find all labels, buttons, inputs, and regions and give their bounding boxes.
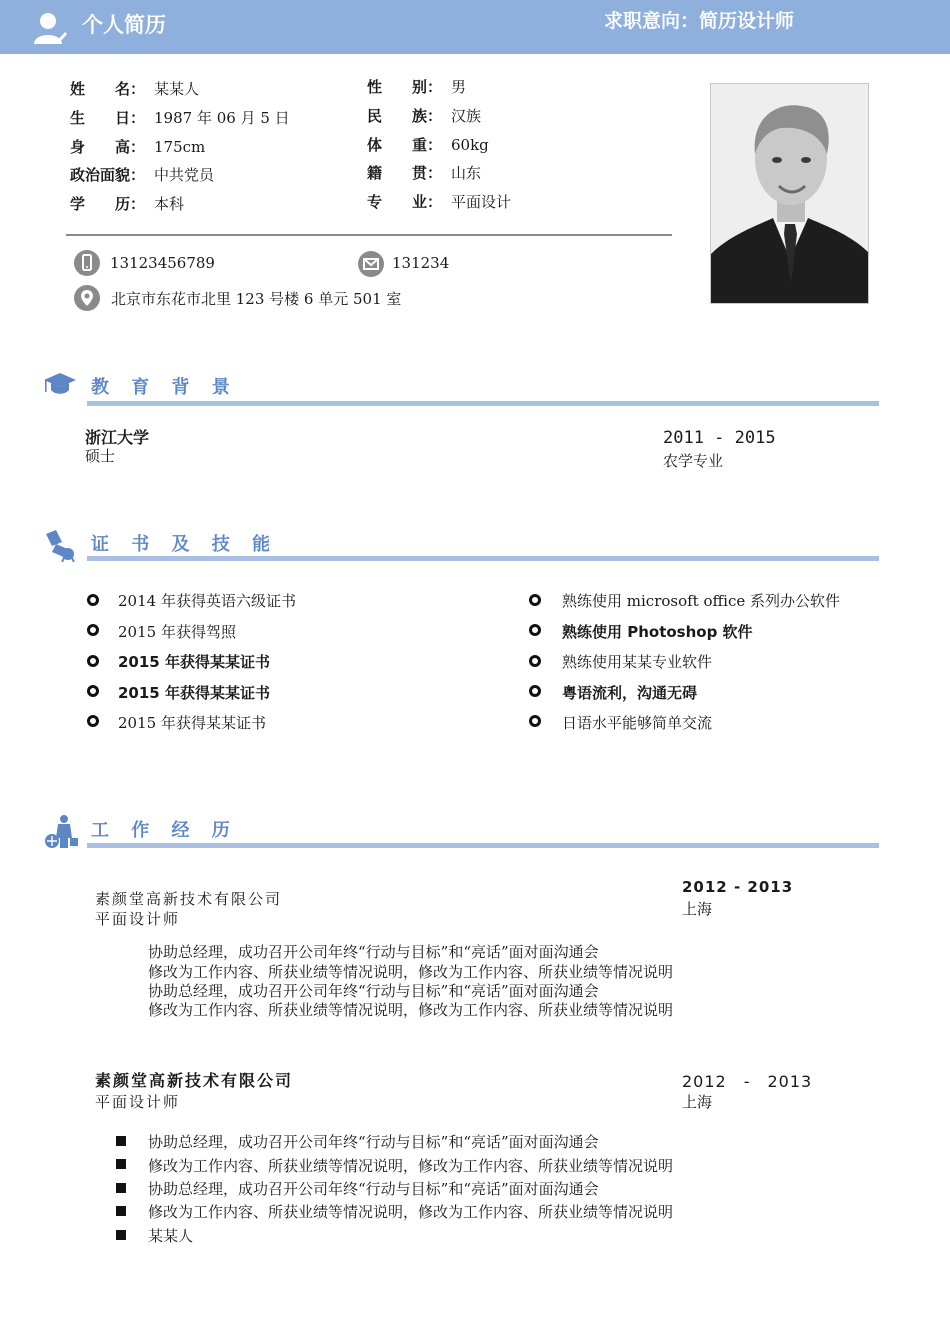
- job-location: 上海: [682, 1093, 713, 1111]
- info-origin: [367, 164, 481, 182]
- job-duty: 协助总经理，成功召开公司年终“行动与目标”和“亮话”面对面沟通会: [148, 982, 599, 1000]
- ethnicity-value: 汉族: [451, 107, 482, 125]
- job-period: 2012 - 2013: [682, 1072, 813, 1091]
- job-duty: 某某人: [148, 1227, 194, 1245]
- skill-item: 日语水平能够简单交流: [562, 714, 713, 732]
- job-position: 平面设计师: [95, 1093, 181, 1111]
- info-birth: [70, 109, 290, 127]
- profile-photo: [710, 83, 869, 304]
- major-label: 专 业：: [367, 193, 443, 211]
- bullet-dot: [87, 715, 99, 727]
- skills-section-title: 证 书 及 技 能: [91, 534, 279, 555]
- bullet-dot: [529, 624, 541, 636]
- job-duty: 协助总经理，成功召开公司年终“行动与目标”和“亮话”面对面沟通会: [148, 943, 599, 961]
- info-education: [70, 195, 184, 213]
- square-bullet: [116, 1230, 126, 1240]
- birth-value: 1987 年 06 月 5 日: [154, 109, 290, 127]
- education-label: 学 历：: [70, 195, 146, 213]
- job-duty: 协助总经理，成功召开公司年终“行动与目标”和“亮话”面对面沟通会: [148, 1133, 599, 1151]
- skill-item: 熟练使用某某专业软件: [562, 653, 713, 671]
- skill-item: 熟练使用 Photoshop 软件: [562, 623, 753, 641]
- gender-label: 性 别：: [367, 78, 443, 96]
- worker-icon: [44, 814, 78, 850]
- name-label: 姓 名：: [70, 80, 146, 98]
- origin-value: 山东: [451, 164, 482, 182]
- skill-item: 2015 年获得驾照: [118, 623, 236, 641]
- phone-icon: [74, 250, 100, 276]
- politics-label: 政治面貌：: [70, 166, 146, 184]
- weight-value: 60kg: [451, 136, 489, 154]
- job-period: 2012 - 2013: [682, 878, 794, 896]
- job-duty: 修改为工作内容、所获业绩等情况说明，修改为工作内容、所获业绩等情况说明: [148, 1203, 674, 1221]
- job-position: 平面设计师: [95, 910, 181, 928]
- square-bullet: [116, 1206, 126, 1216]
- job-company: 素颜堂高新技术有限公司: [95, 1071, 294, 1090]
- bullet-dot: [529, 594, 541, 606]
- ethnicity-label: 民 族：: [367, 107, 443, 125]
- job-intent: 求职意向：简历设计师: [604, 10, 795, 32]
- job-duty: 修改为工作内容、所获业绩等情况说明，修改为工作内容、所获业绩等情况说明: [148, 1001, 674, 1019]
- bullet-dot: [529, 715, 541, 727]
- phone-number: 13123456789: [110, 254, 215, 272]
- skill-item: 熟练使用 microsoft office 系列办公软件: [562, 592, 840, 610]
- bullet-dot: [529, 655, 541, 667]
- work-section-bar: [87, 843, 879, 848]
- degree: 硕士: [85, 447, 116, 465]
- work-section-title: 工 作 经 历: [91, 820, 238, 841]
- info-politics: [70, 166, 214, 184]
- graduation-cap-icon: [43, 370, 77, 398]
- height-label: 身 高：: [70, 138, 146, 156]
- weight-label: 体 重：: [367, 136, 443, 154]
- job-duty: 协助总经理，成功召开公司年终“行动与目标”和“亮话”面对面沟通会: [148, 1180, 599, 1198]
- school-name: 浙江大学: [85, 428, 150, 447]
- skill-item: 2015 年获得某某证书: [118, 684, 270, 702]
- portrait-illustration: [711, 84, 869, 304]
- square-bullet: [116, 1159, 126, 1169]
- person-icon: [32, 10, 68, 46]
- job-company: 素颜堂高新技术有限公司: [95, 890, 283, 908]
- origin-label: 籍 贯：: [367, 164, 443, 182]
- height-value: 175cm: [154, 138, 206, 156]
- square-bullet: [116, 1183, 126, 1193]
- bullet-dot: [87, 655, 99, 667]
- home-address: 北京市东花市北里 123 号楼 6 单元 501 室: [111, 290, 402, 308]
- job-duty: 修改为工作内容、所获业绩等情况说明，修改为工作内容、所获业绩等情况说明: [148, 1157, 674, 1175]
- skill-item: 2015 年获得某某证书: [118, 714, 266, 732]
- education-value: 本科: [154, 195, 185, 213]
- education-section-bar: [87, 401, 879, 406]
- name-value: 某某人: [154, 80, 200, 98]
- resume-title: 个人简历: [82, 13, 166, 37]
- major-value: 平面设计: [451, 193, 512, 211]
- gender-value: 男: [451, 78, 467, 96]
- skills-section-bar: [87, 556, 879, 561]
- info-divider: [66, 234, 672, 236]
- birth-label: 生 日：: [70, 109, 146, 127]
- education-period: 2011 - 2015: [663, 428, 776, 448]
- header-banner: [0, 0, 950, 54]
- job-location: 上海: [682, 900, 713, 918]
- info-gender: [367, 78, 466, 96]
- skill-item: 2014 年获得英语六级证书: [118, 592, 296, 610]
- bullet-dot: [529, 685, 541, 697]
- education-major: 农学专业: [663, 452, 724, 470]
- skill-item: 2015 年获得某某证书: [118, 653, 270, 671]
- bullet-dot: [87, 594, 99, 606]
- email-address: 131234: [392, 254, 450, 272]
- location-pin-icon: [74, 285, 100, 311]
- job-duty: 修改为工作内容、所获业绩等情况说明，修改为工作内容、所获业绩等情况说明: [148, 963, 674, 981]
- info-name: [70, 80, 199, 98]
- square-bullet: [116, 1136, 126, 1146]
- skill-item: 粤语流利，沟通无碍: [562, 684, 698, 702]
- info-height: [70, 138, 205, 156]
- info-weight: [367, 136, 489, 154]
- certificate-icon: [42, 528, 78, 562]
- mail-icon: [358, 251, 384, 277]
- info-ethnicity: [367, 107, 481, 125]
- politics-value: 中共党员: [154, 166, 215, 184]
- info-major: [367, 193, 511, 211]
- bullet-dot: [87, 685, 99, 697]
- bullet-dot: [87, 624, 99, 636]
- education-section-title: 教 育 背 景: [91, 377, 238, 398]
